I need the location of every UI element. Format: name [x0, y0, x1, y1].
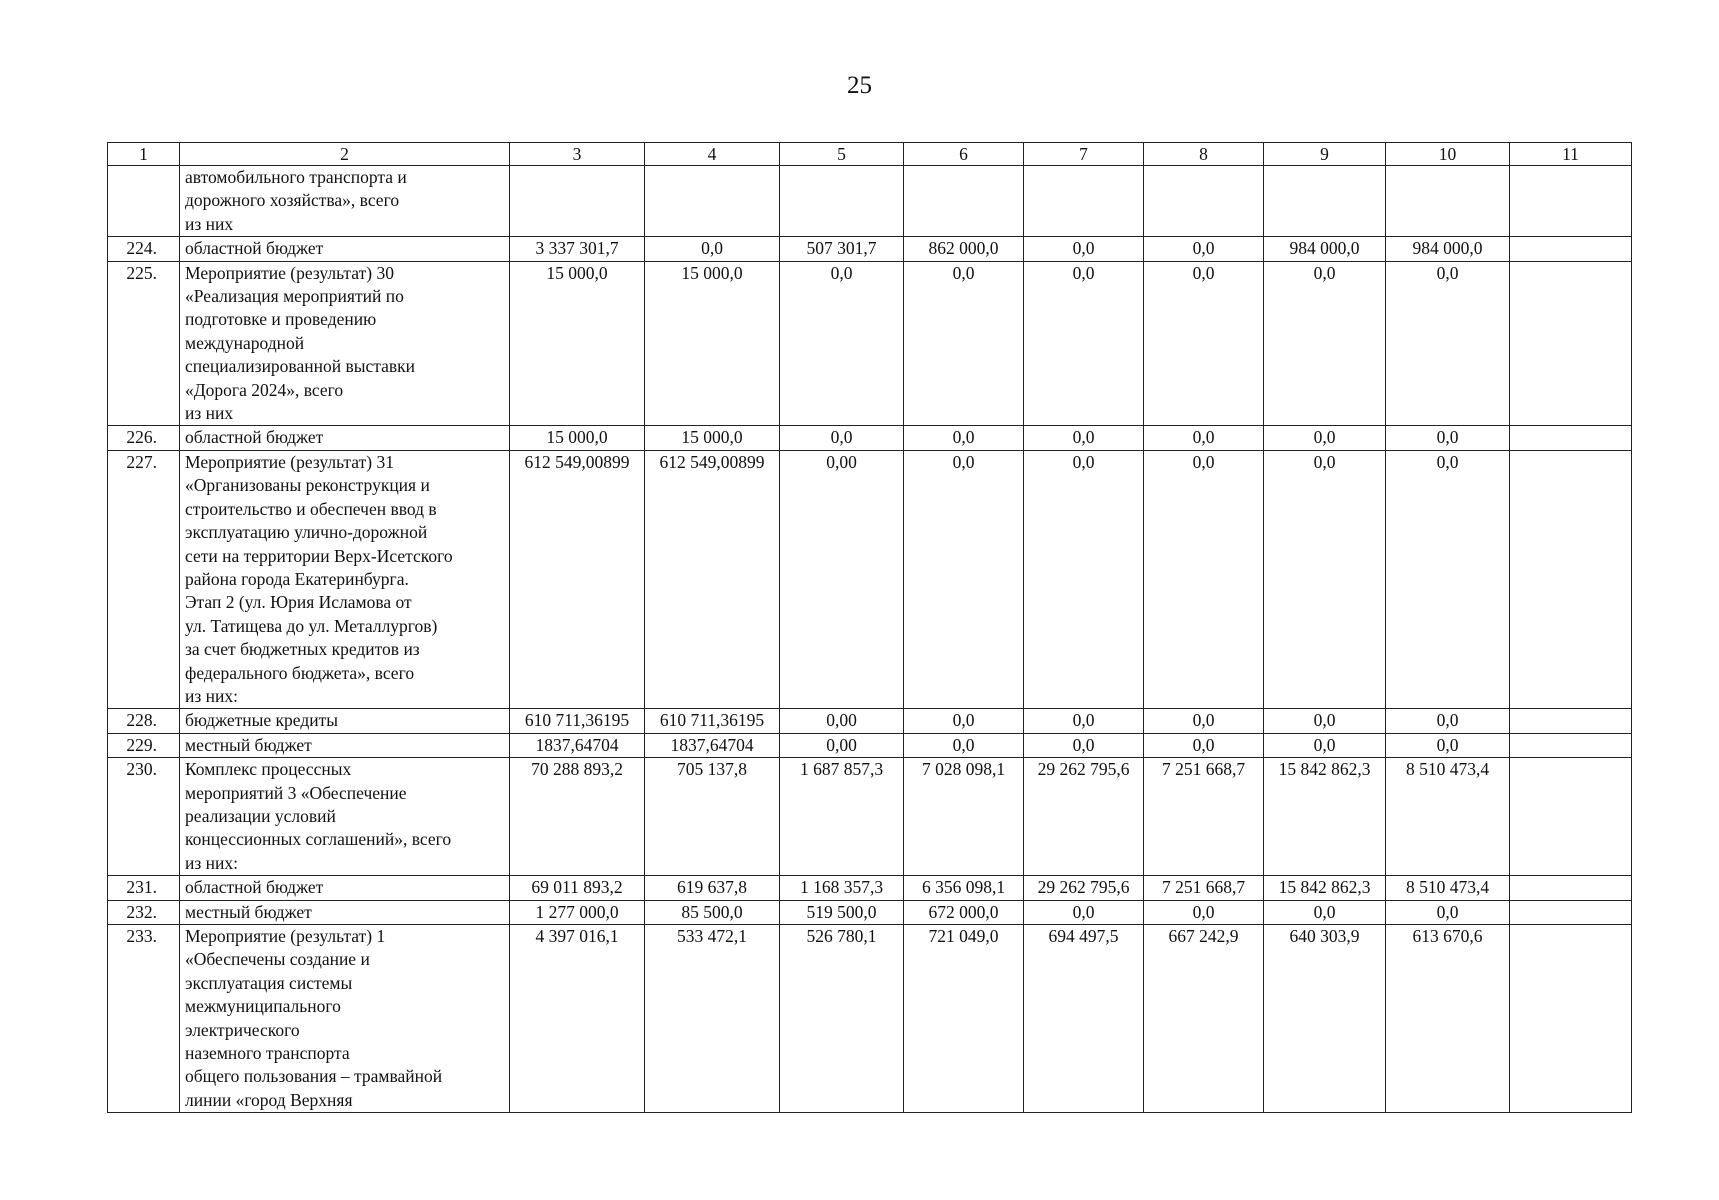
value-cell-c7: 0,0: [1024, 237, 1144, 261]
value-cell-c5: 0,00: [780, 450, 904, 708]
column-header: 6: [904, 143, 1024, 166]
value-cell-c8: 0,0: [1144, 237, 1264, 261]
description-line: Мероприятие (результат) 31: [185, 451, 394, 472]
value-cell-c10: 0,0: [1386, 733, 1510, 757]
value-cell-c11: [1510, 733, 1632, 757]
description-line: подготовке и проведению: [185, 309, 377, 330]
value-cell-c4: 1837,64704: [645, 733, 780, 757]
value-cell-c6: 6 356 098,1: [904, 876, 1024, 900]
description-line: эксплуатацию улично-дорожной: [185, 522, 428, 543]
table-row: [108, 758, 1632, 876]
value-cell-c6: 7 028 098,1: [904, 758, 1024, 876]
value-cell-c10: 0,0: [1386, 261, 1510, 426]
value-cell-c7: 0,0: [1024, 709, 1144, 733]
description-line: областной бюджет: [185, 238, 324, 259]
value-cell-c3: 69 011 893,2: [510, 876, 645, 900]
value-cell-c10: 0,0: [1386, 426, 1510, 450]
value-cell-c6: 0,0: [904, 450, 1024, 708]
table-row: [108, 450, 1632, 708]
row-number: [108, 709, 180, 733]
description-line: международной: [185, 332, 305, 353]
row-number-text: 231.: [126, 877, 157, 898]
value-cell-c4: 705 137,8: [645, 758, 780, 876]
row-description: [180, 900, 510, 924]
value-cell-c3: 1 277 000,0: [510, 900, 645, 924]
description-line: Мероприятие (результат) 30: [185, 262, 394, 283]
row-number-text: 229.: [126, 734, 157, 755]
value-cell-c6: 0,0: [904, 261, 1024, 426]
value-cell-c11: [1510, 261, 1632, 426]
value-cell-c6: 862 000,0: [904, 237, 1024, 261]
row-number-text: 233.: [126, 926, 157, 946]
description-line: из них:: [185, 685, 238, 706]
value-cell-c8: 7 251 668,7: [1144, 876, 1264, 900]
value-cell-c4: 85 500,0: [645, 900, 780, 924]
description-line: реализации условий: [185, 805, 336, 826]
table-row: [108, 261, 1632, 426]
row-description: [180, 709, 510, 733]
value-cell-c4: 612 549,00899: [645, 450, 780, 708]
row-description: [180, 733, 510, 757]
budget-table: [107, 142, 1632, 1113]
description-line: межмуниципального: [185, 996, 341, 1017]
value-cell-c9: 0,0: [1264, 709, 1386, 733]
value-cell-c9: [1264, 166, 1386, 237]
value-cell-c3: 70 288 893,2: [510, 758, 645, 876]
value-cell-c5: 1 168 357,3: [780, 876, 904, 900]
row-description: [180, 758, 510, 876]
description-line: эксплуатация системы: [185, 972, 353, 993]
value-cell-c5: 0,0: [780, 261, 904, 426]
value-cell-c5: 0,00: [780, 709, 904, 733]
row-description: [180, 166, 510, 237]
table-row: [108, 900, 1632, 924]
value-cell-c9: 15 842 862,3: [1264, 758, 1386, 876]
value-cell-c7: 694 497,5: [1024, 925, 1144, 1113]
description-line: местный бюджет: [185, 901, 312, 922]
value-cell-c7: 0,0: [1024, 733, 1144, 757]
table-row: [108, 876, 1632, 900]
row-number: [108, 426, 180, 450]
value-cell-c3: 15 000,0: [510, 426, 645, 450]
value-cell-c10: 984 000,0: [1386, 237, 1510, 261]
row-description: [180, 876, 510, 900]
column-header: 10: [1386, 143, 1510, 166]
row-number: [108, 237, 180, 261]
value-cell-c9: 0,0: [1264, 426, 1386, 450]
description-line: местный бюджет: [185, 734, 312, 755]
value-cell-c7: 0,0: [1024, 426, 1144, 450]
description-line: Комплекс процессных: [185, 759, 352, 780]
value-cell-c11: [1510, 925, 1632, 1113]
column-header: 5: [780, 143, 904, 166]
description-line: наземного транспорта: [185, 1043, 350, 1064]
description-line: областной бюджет: [185, 427, 324, 448]
value-cell-c5: 526 780,1: [780, 925, 904, 1113]
description-line: ул. Татищева до ул. Металлургов): [185, 615, 438, 636]
table-row: [108, 733, 1632, 757]
value-cell-c9: 0,0: [1264, 261, 1386, 426]
value-cell-c4: 0,0: [645, 237, 780, 261]
row-number: [108, 900, 180, 924]
value-cell-c5: [780, 166, 904, 237]
value-cell-c4: 610 711,36195: [645, 709, 780, 733]
row-number-text: 232.: [126, 901, 157, 922]
value-cell-c4: 619 637,8: [645, 876, 780, 900]
value-cell-c6: [904, 166, 1024, 237]
description-line: Мероприятие (результат) 1: [185, 926, 386, 946]
description-line: из них: [185, 403, 234, 424]
value-cell-c6: 721 049,0: [904, 925, 1024, 1113]
table-row: [108, 237, 1632, 261]
row-number-text: 224.: [126, 238, 157, 259]
row-number: [108, 261, 180, 426]
description-line: из них:: [185, 852, 238, 873]
description-line: специализированной выставки: [185, 356, 415, 377]
value-cell-c9: 0,0: [1264, 450, 1386, 708]
column-header: 2: [180, 143, 510, 166]
value-cell-c5: 519 500,0: [780, 900, 904, 924]
description-line: «Реализация мероприятий по: [185, 286, 404, 307]
value-cell-c10: 0,0: [1386, 709, 1510, 733]
value-cell-c11: [1510, 450, 1632, 708]
value-cell-c7: 0,0: [1024, 261, 1144, 426]
row-description: [180, 261, 510, 426]
value-cell-c10: [1386, 166, 1510, 237]
value-cell-c8: 0,0: [1144, 709, 1264, 733]
value-cell-c6: 0,0: [904, 733, 1024, 757]
column-header: 4: [645, 143, 780, 166]
description-line: сети на территории Верх-Исетского: [185, 545, 453, 566]
row-number: [108, 925, 180, 1113]
value-cell-c11: [1510, 237, 1632, 261]
row-number-text: 230.: [126, 759, 157, 780]
description-line: за счет бюджетных кредитов из: [185, 639, 420, 660]
value-cell-c8: 667 242,9: [1144, 925, 1264, 1113]
value-cell-c7: [1024, 166, 1144, 237]
value-cell-c8: 0,0: [1144, 261, 1264, 426]
description-line: электрического: [185, 1019, 300, 1040]
column-header: 1: [108, 143, 180, 166]
row-number: [108, 450, 180, 708]
row-description: [180, 925, 510, 1113]
description-line: Этап 2 (ул. Юрия Исламова от: [185, 592, 412, 613]
row-description: [180, 426, 510, 450]
description-line: линии «город Верхняя: [185, 1089, 353, 1110]
row-description: [180, 450, 510, 708]
description-line: общего пользования – трамвайной: [185, 1066, 443, 1087]
value-cell-c4: 15 000,0: [645, 426, 780, 450]
table-row: [108, 166, 1632, 237]
value-cell-c9: 0,0: [1264, 733, 1386, 757]
description-line: строительство и обеспечен ввод в: [185, 498, 437, 519]
value-cell-c10: 0,0: [1386, 900, 1510, 924]
column-header: 8: [1144, 143, 1264, 166]
value-cell-c4: 15 000,0: [645, 261, 780, 426]
row-number-text: 225.: [126, 262, 157, 283]
value-cell-c7: 0,0: [1024, 450, 1144, 708]
column-header: 9: [1264, 143, 1386, 166]
value-cell-c10: 8 510 473,4: [1386, 876, 1510, 900]
value-cell-c3: 3 337 301,7: [510, 237, 645, 261]
value-cell-c10: 613 670,6: [1386, 925, 1510, 1113]
row-number: [108, 758, 180, 876]
value-cell-c7: 29 262 795,6: [1024, 758, 1144, 876]
value-cell-c9: 15 842 862,3: [1264, 876, 1386, 900]
description-line: бюджетные кредиты: [185, 710, 338, 731]
value-cell-c8: 0,0: [1144, 426, 1264, 450]
row-number: [108, 733, 180, 757]
value-cell-c5: 0,0: [780, 426, 904, 450]
table-row: [108, 709, 1632, 733]
value-cell-c9: 640 303,9: [1264, 925, 1386, 1113]
value-cell-c10: 8 510 473,4: [1386, 758, 1510, 876]
column-header: 11: [1510, 143, 1632, 166]
description-line: района города Екатеринбурга.: [185, 568, 409, 589]
value-cell-c11: [1510, 900, 1632, 924]
value-cell-c3: 1837,64704: [510, 733, 645, 757]
value-cell-c11: [1510, 709, 1632, 733]
value-cell-c3: 4 397 016,1: [510, 925, 645, 1113]
value-cell-c8: 0,0: [1144, 900, 1264, 924]
value-cell-c7: 29 262 795,6: [1024, 876, 1144, 900]
value-cell-c5: 507 301,7: [780, 237, 904, 261]
value-cell-c11: [1510, 166, 1632, 237]
row-description: [180, 237, 510, 261]
description-line: «Обеспечены создание и: [185, 949, 370, 970]
value-cell-c8: 0,0: [1144, 450, 1264, 708]
description-line: автомобильного транспорта и: [185, 167, 407, 187]
value-cell-c3: 15 000,0: [510, 261, 645, 426]
row-number: [108, 876, 180, 900]
value-cell-c3: [510, 166, 645, 237]
value-cell-c6: 0,0: [904, 426, 1024, 450]
value-cell-c4: 533 472,1: [645, 925, 780, 1113]
description-line: из них: [185, 213, 234, 234]
column-header: 7: [1024, 143, 1144, 166]
value-cell-c8: [1144, 166, 1264, 237]
value-cell-c8: 7 251 668,7: [1144, 758, 1264, 876]
value-cell-c3: 612 549,00899: [510, 450, 645, 708]
table-row: [108, 925, 1632, 1113]
description-line: «Организованы реконструкция и: [185, 475, 430, 496]
value-cell-c7: 0,0: [1024, 900, 1144, 924]
value-cell-c10: 0,0: [1386, 450, 1510, 708]
value-cell-c9: 0,0: [1264, 900, 1386, 924]
value-cell-c9: 984 000,0: [1264, 237, 1386, 261]
description-line: областной бюджет: [185, 877, 324, 898]
table-row: [108, 426, 1632, 450]
value-cell-c8: 0,0: [1144, 733, 1264, 757]
row-number: [108, 166, 180, 237]
description-line: дорожного хозяйства», всего: [185, 190, 400, 211]
value-cell-c4: [645, 166, 780, 237]
value-cell-c11: [1510, 758, 1632, 876]
column-header: 3: [510, 143, 645, 166]
value-cell-c5: 1 687 857,3: [780, 758, 904, 876]
table-header-row: [108, 143, 1632, 166]
description-line: концессионных соглашений», всего: [185, 829, 452, 850]
value-cell-c6: 0,0: [904, 709, 1024, 733]
row-number-text: 228.: [126, 710, 157, 731]
value-cell-c11: [1510, 426, 1632, 450]
description-line: мероприятий 3 «Обеспечение: [185, 782, 407, 803]
row-number-text: 227.: [126, 451, 157, 472]
value-cell-c11: [1510, 876, 1632, 900]
value-cell-c6: 672 000,0: [904, 900, 1024, 924]
value-cell-c5: 0,00: [780, 733, 904, 757]
description-line: «Дорога 2024», всего: [185, 379, 344, 400]
row-number-text: 226.: [126, 427, 157, 448]
page-number: 25: [847, 72, 872, 99]
value-cell-c3: 610 711,36195: [510, 709, 645, 733]
description-line: федерального бюджета», всего: [185, 662, 415, 683]
